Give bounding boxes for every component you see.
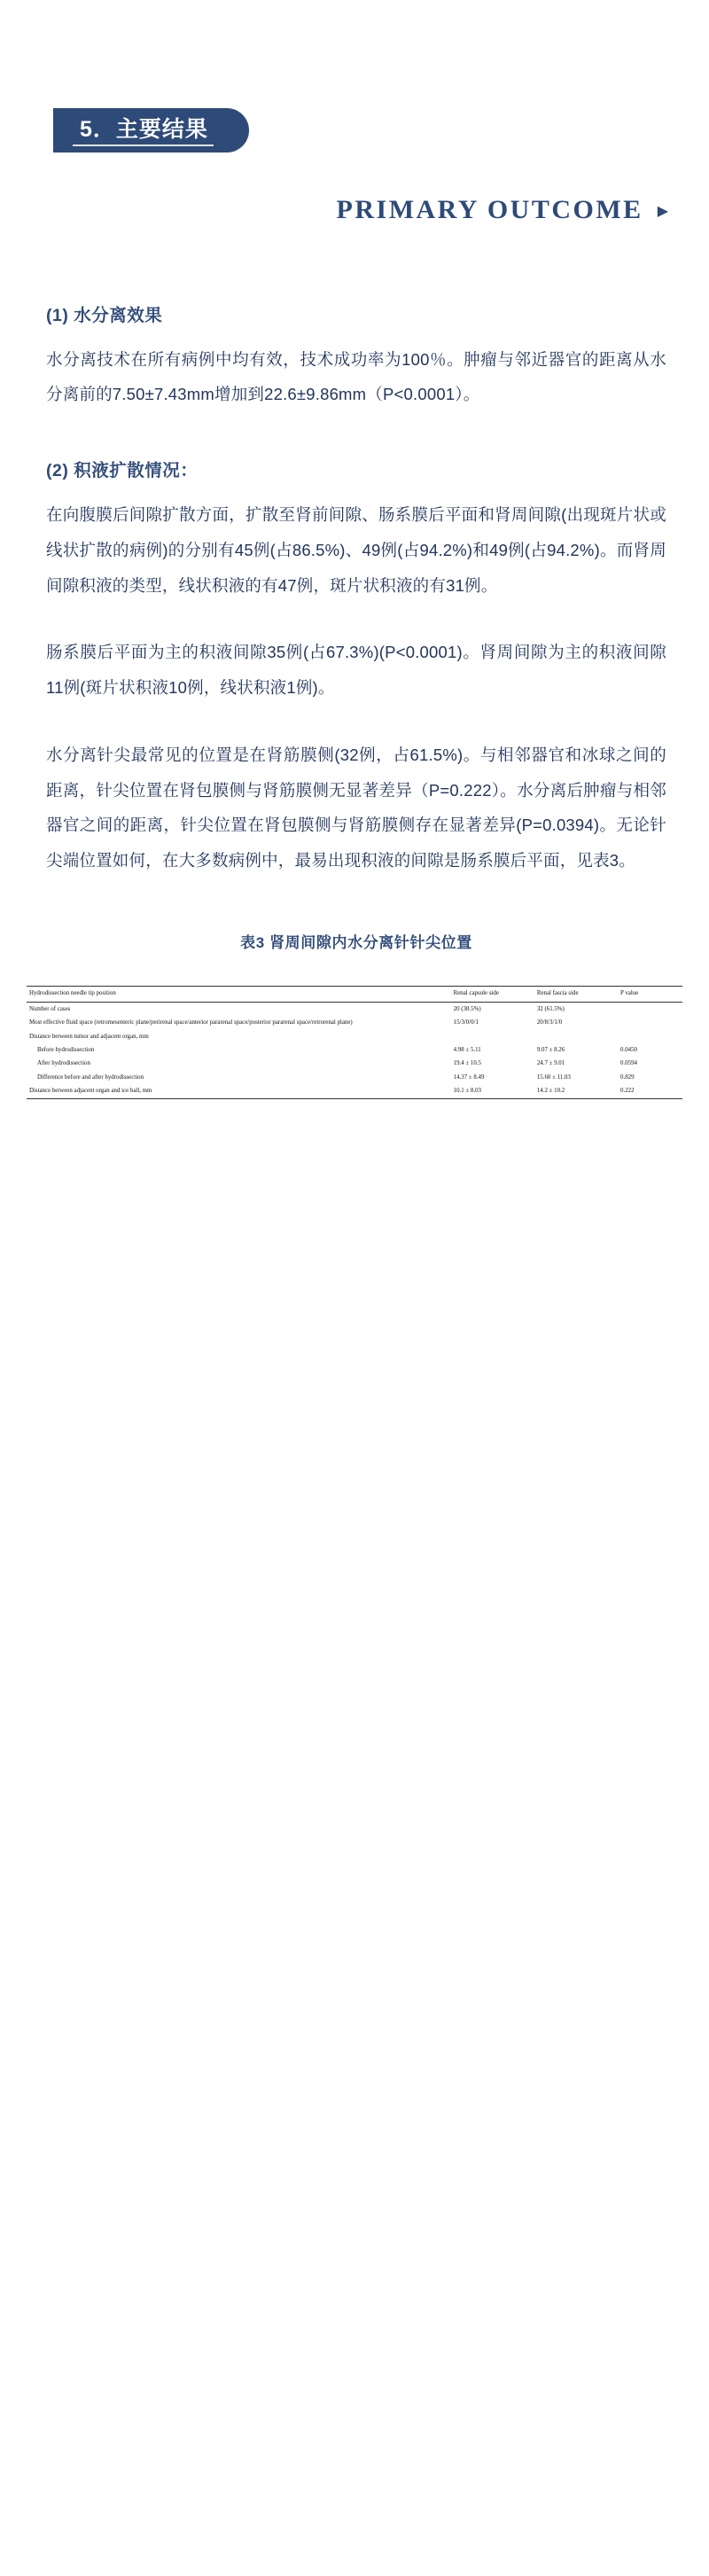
- table-cell-fascia: 14.2 ± 10.2: [534, 1084, 618, 1098]
- table-cell-pvalue: 0.222: [618, 1084, 682, 1098]
- paragraph-2: 在向腹膜后间隙扩散方面，扩散至肾前间隙、肠系膜后平面和肾周间隙(出现斑片状或线状扩散的病例)的分别有45例(占86.5%)、49例(占94.2%)和49例(占94.2%)。而肾周间隙积液的类型，线状积液的有47例，斑片状积液的有31例。: [46, 505, 666, 595]
- table-cell-label: Distance between adjacent organ and ice ball, mm: [27, 1084, 451, 1098]
- table-cell-capsule: [451, 1030, 534, 1043]
- table-cell-pvalue: 0.829: [620, 1073, 635, 1081]
- paragraph-1: 水分离技术在所有病例中均有效，技术成功率为100％。肿瘤与邻近器官的距离从水分离前的7.50±7.43mm增加到22.6±9.86mm（P<0.0001）。: [46, 349, 666, 404]
- subsection-heading-1: (1) 水分离效果: [46, 305, 163, 325]
- english-title-row: [0, 195, 709, 225]
- subsection-heading-2: (2) 积液扩散情况：: [46, 461, 199, 481]
- table-col-header-renal-capsule: Renal capsule side: [451, 986, 534, 1002]
- table-row: [27, 1058, 682, 1071]
- table-cell-fascia: 15.60 ± 11.03: [536, 1073, 571, 1081]
- table-cell-label: Difference before and after hydrodissection: [37, 1073, 144, 1081]
- paragraph-3: 肠系膜后平面为主的积液间隙35例(占67.3%)(P<0.0001)。肾周间隙为主的积液间隙11例(斑片状积液10例，线状积液1例)。: [46, 643, 666, 698]
- table-cell-pvalue: 0.0450: [620, 1046, 637, 1053]
- document-content: [0, 301, 709, 952]
- table-body: [27, 1003, 682, 1099]
- table-cell-fascia: [534, 1030, 618, 1043]
- table-cell-capsule: 19.4 ± 10.5: [453, 1060, 481, 1067]
- banner-underline: [73, 144, 214, 146]
- table-caption: 表3 肾周间隙内水分离针针尖位置: [240, 933, 472, 951]
- page-title: PRIMARY OUTCOME: [336, 194, 643, 224]
- section-banner-container: [0, 108, 709, 152]
- table-row: [27, 1084, 682, 1098]
- section-banner-label: 5．主要结果: [80, 117, 208, 142]
- table-cell-fascia: 24.7 ± 9.01: [536, 1060, 565, 1067]
- results-table: [27, 986, 682, 1099]
- table-cell-fascia: 32 (61.5%): [536, 1005, 565, 1012]
- table-cell-fascia: 9.07 ± 8.26: [536, 1046, 565, 1053]
- table-cell-pvalue: [618, 1030, 682, 1043]
- section-banner: [53, 108, 249, 152]
- table-cell-capsule: 20 (38.5%): [453, 1005, 481, 1012]
- table-row: [27, 1003, 682, 1017]
- table-col-header-position: Hydrodissection needle tip position: [27, 986, 451, 1002]
- table-cell-pvalue: 0.0594: [620, 1060, 637, 1067]
- table-header-row: [27, 986, 682, 1002]
- spacer: [46, 718, 666, 738]
- table-cell-capsule: 10.1 ± 8.03: [451, 1084, 534, 1098]
- table-col-header-renal-fascia: Renal fascia side: [534, 986, 618, 1002]
- table-cell-capsule: 15/3/0/0/1: [453, 1019, 479, 1026]
- table-row: [27, 1071, 682, 1084]
- table-row: [27, 1017, 682, 1030]
- table-cell-pvalue: [618, 1017, 682, 1030]
- document-page: [0, 108, 709, 2576]
- table-row: [27, 1043, 682, 1057]
- table-cell-capsule: 14.37 ± 8.49: [453, 1073, 485, 1081]
- table-cell-pvalue: [618, 1003, 682, 1017]
- paragraph-4: 水分离针尖最常见的位置是在肾筋膜侧(32例，占61.5%)。与相邻器官和冰球之间的距离，针尖位置在肾包膜侧与肾筋膜侧无显著差异（P=0.222）。水分离后肿瘤与相邻器官之间的距离，针尖位置在肾包膜侧与肾筋膜侧存在显著差异(P=0.0394)。无论针尖端位置如何，在大多数病例中，最易出现积液的间隙是肠系膜后平面，见表3。: [46, 745, 666, 870]
- table-cell-label: Before hydrodissection: [37, 1046, 95, 1053]
- table-cell-label: Distance between tumor and adjacent organ, mm: [29, 1033, 149, 1040]
- results-table-container: [27, 986, 682, 1099]
- table-cell-capsule: 4.98 ± 5.11: [453, 1046, 481, 1053]
- table-cell-label: Most effective fluid space (retromesenteric plane/perirenal space/anterior pararenal space/posterior pararenal space/retrorenal plane): [29, 1019, 353, 1026]
- table-cell-label: Number of cases: [29, 1005, 71, 1012]
- table-col-header-pvalue: P value: [618, 986, 682, 1002]
- spacer: [46, 425, 666, 457]
- spacer: [46, 615, 666, 635]
- table-cell-label: After hydrodissection: [37, 1060, 90, 1067]
- triangle-right-icon: ▶: [657, 203, 668, 219]
- table-header: [27, 986, 682, 1002]
- table-row: [27, 1030, 682, 1043]
- table-cell-fascia: 20/8/3/1/0: [536, 1019, 563, 1026]
